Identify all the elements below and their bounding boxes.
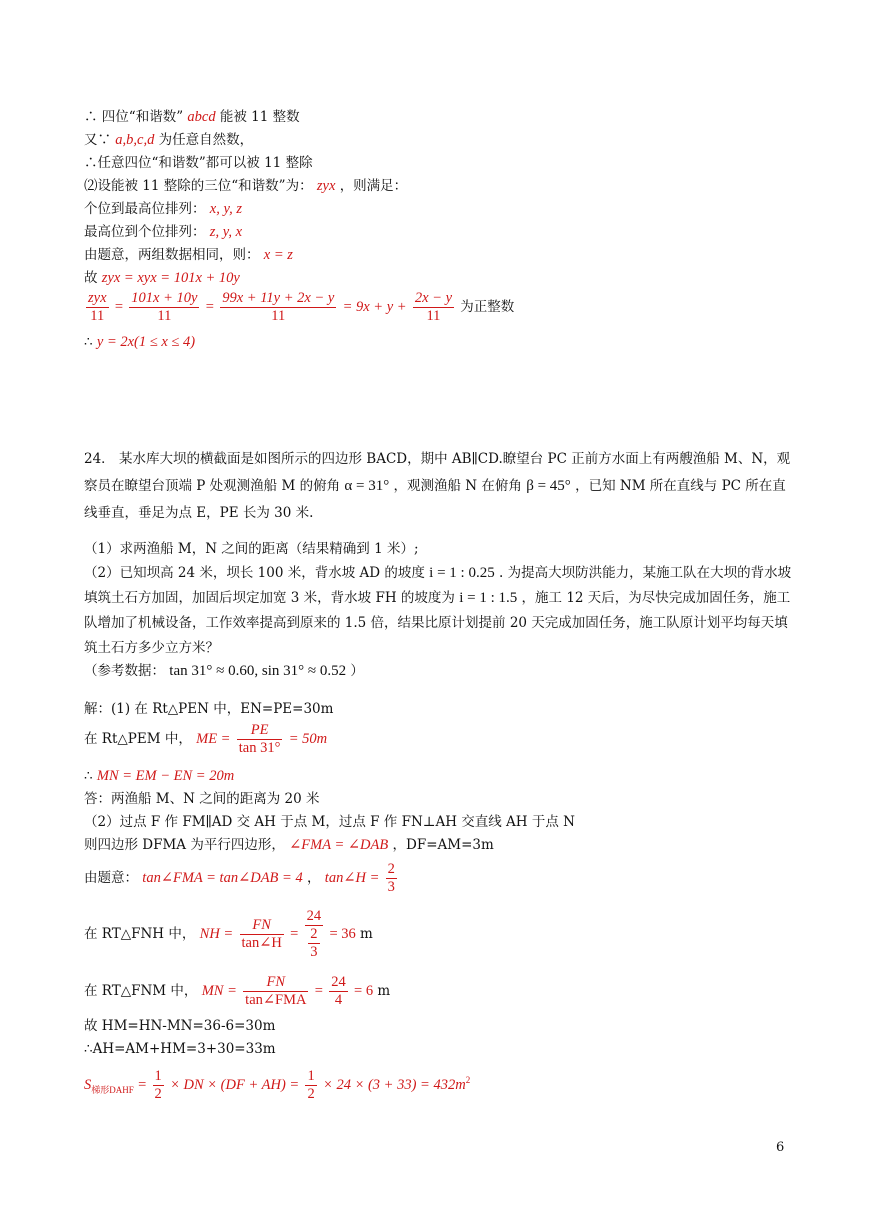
text: ∴AH=AM+HM=3+30=33m [84, 1041, 276, 1057]
text: ∴任意四位“和谐数”都可以被 11 整除 [84, 155, 313, 171]
fraction [308, 926, 319, 961]
numerator: 2x − y [414, 290, 452, 306]
text: 由题意： [84, 870, 138, 886]
denominator: 2 [307, 1085, 315, 1102]
fraction [413, 290, 454, 325]
text: ） [350, 663, 364, 679]
numerator: PE [237, 722, 283, 740]
text: 解：(1) 在 Rt△PEN 中，EN=PE=30m [84, 701, 334, 717]
math-var: x, y, z [209, 201, 243, 217]
text: 又∵ [84, 132, 111, 148]
text: 则四边形 DFMA 为平行四边形， [84, 837, 285, 853]
proof-line-5 [84, 200, 242, 218]
text: ，已知 NM 所在直线与 PC 所在直线垂直，垂足为点 E，PE 长为 30 米. [84, 478, 786, 521]
math-var: a,b,c,d [115, 132, 155, 148]
text: 在 RT△FNM 中， [84, 983, 198, 999]
text: 故 HM=HN-MN=36-6=30m [84, 1018, 276, 1034]
text: ，观测渔船 N 在俯角 [393, 478, 522, 494]
text: 能被 11 整数 [219, 109, 300, 125]
unit: m [377, 983, 391, 999]
fraction [329, 974, 348, 1009]
solution-line-11 [84, 1040, 276, 1058]
math-eq: ME = [196, 731, 231, 747]
text: 个位到最高位排列： [84, 201, 206, 217]
solution-line-3 [84, 767, 234, 785]
denominator: tan∠H [241, 935, 282, 951]
text: 为正整数 [460, 299, 515, 315]
fraction [305, 1068, 316, 1103]
unit: m [360, 926, 373, 942]
solution-line-9 [84, 972, 390, 1010]
denominator: tan∠FMA [245, 992, 307, 1008]
fraction [129, 290, 199, 325]
math-eq: α = 31° [344, 478, 390, 494]
math-eq: = 6 [354, 983, 374, 999]
math-var: zyx [316, 178, 336, 194]
proof-line-10 [84, 333, 195, 351]
proof-line-1 [84, 108, 300, 126]
text: 某水库大坝的横截面是如图所示的四边形 BACD，期中 AB∥CD.瞭望台 PC 正前方水面上有两艘渔船 M、N，观察员在瞭望台顶端 P 处观测渔船 M 的俯角 [84, 451, 791, 494]
text: 在 RT△FNH 中， [84, 926, 196, 942]
numerator: FN [243, 974, 308, 992]
proof-line-3 [84, 154, 313, 172]
text: （2）过点 F 作 FM∥AD 交 AH 于点 M，过点 F 作 FN⊥AH 交直线 AH 于点 N [84, 814, 575, 830]
math-eq: = 9x + y + [342, 299, 407, 315]
math-eq: tan∠FMA = tan∠DAB = 4 [142, 870, 303, 886]
numerator: 1 [307, 1067, 315, 1084]
math-eq: = 36 [329, 926, 356, 942]
subscript: 梯形DAHF [91, 1084, 134, 1095]
math-eq: i = 1 : 0.25 [429, 565, 495, 581]
problem-24-q1 [84, 537, 794, 561]
math-eq-text: × 24 × (3 + 33) = 432m [323, 1076, 466, 1093]
solution-line-10 [84, 1017, 275, 1035]
math-var: abcd [187, 109, 216, 125]
math-var: S [84, 1076, 92, 1093]
numerator: 2 [387, 861, 395, 877]
text: （参考数据： [84, 663, 165, 679]
superscript: 2 [465, 1075, 471, 1085]
math-var: z, y, x [209, 224, 243, 240]
solution-line-5 [84, 813, 575, 831]
fraction [243, 974, 308, 1009]
numerator: 24 [306, 908, 322, 924]
numerator: FN [240, 917, 284, 935]
denominator: tan 31° [238, 740, 281, 756]
denominator: 3 [387, 879, 395, 895]
text: （1）求两渔船 M，N 之间的距离（结果精确到 1 米）; [84, 541, 419, 557]
reference-data [84, 662, 364, 680]
fraction [386, 861, 397, 896]
denominator: 11 [157, 308, 172, 324]
solution-line-7 [84, 858, 399, 898]
proof-line-9: $\frac{\text{zyx}}{11}$ = $\frac{101x + 10y}{11}$ = $\frac{99x + 11y + 2x - y}{11}$ = 9x + y + $\frac{2x - y}{11}$ 为正整数 [88, 290, 515, 324]
fraction [86, 290, 109, 325]
solution-line-12 [84, 1060, 470, 1110]
problem-24-q2 [84, 561, 794, 661]
proof-line-2 [84, 131, 253, 149]
math-eq: tan∠H = [324, 870, 380, 886]
math-eq: zyx = xyx = 101x + 10y [101, 270, 240, 286]
solution-line-8 [84, 902, 373, 966]
math-eq: = 50m [288, 731, 328, 747]
text: ∴ [84, 768, 93, 784]
text: ， [307, 870, 321, 886]
text: 由题意，两组数据相同，则： [84, 247, 260, 263]
denominator: 11 [271, 308, 286, 324]
math-eq: tan 31° ≈ 0.60, sin 31° ≈ 0.52 [169, 663, 347, 679]
compound-fraction [305, 908, 324, 961]
denominator: 3 [310, 944, 318, 960]
numerator: 1 [154, 1067, 162, 1084]
fraction [237, 722, 283, 757]
page-number: 6 [776, 1140, 785, 1155]
text: 在 Rt△PEM 中， [84, 731, 192, 747]
solution-line-1 [84, 700, 333, 718]
proof-line-4 [84, 177, 407, 195]
text: ∴ 四位“和谐数” [84, 109, 184, 125]
math-eq: i = 1 : 1.5 [459, 590, 518, 606]
text: ⑵设能被 11 整除的三位“和谐数”为： [84, 178, 313, 194]
problem-number: 24． [84, 451, 115, 467]
math-eq: = [138, 1076, 147, 1093]
text: （2）已知坝高 24 米，坝长 100 米，背水坡 AD 的坡度 [84, 565, 425, 581]
numerator: 101x + 10y [131, 290, 198, 306]
math-eq: × DN × (DF + AH) = [170, 1076, 300, 1093]
math-eq: NH = [199, 926, 234, 942]
text: . 为提高大坝防洪能力，某施工队在大坝的背水坡填筑土石方加固，加固后坝定加宽 3 米，背水坡 FH 的坡度为 [84, 565, 792, 606]
problem-24-statement [84, 446, 794, 527]
text: ，施工 12 天后，为尽快完成加固任务，施工队增加了机械设备，工作效率提高到原来的 1.5 倍，结果比原计划提前 20 天完成加固任务，施工队原计划平均每天填筑土石方多少立方米？ [84, 590, 791, 656]
math-eq: = [290, 926, 299, 942]
text: 答：两渔船 M、N 之间的距离为 20 米 [84, 791, 320, 807]
solution-line-2 [84, 721, 327, 757]
math-eq: β = 45° [526, 478, 571, 494]
solution-line-6 [84, 836, 494, 854]
denominator: 11 [426, 308, 441, 324]
math-eq [323, 1077, 470, 1093]
proof-line-6 [84, 223, 242, 241]
denominator: 2 [154, 1085, 162, 1102]
text: ，则满足： [339, 178, 408, 194]
denominator: 11 [90, 308, 105, 324]
text: 最高位到个位排列： [84, 224, 206, 240]
math-eq: x = z [263, 247, 293, 263]
numerator: 2 [310, 926, 318, 942]
denominator: 4 [334, 992, 343, 1008]
text: ∴ [84, 334, 93, 350]
proof-line-8 [84, 269, 240, 287]
area-symbol [84, 1077, 134, 1093]
math-eq: y = 2x(1 ≤ x ≤ 4) [96, 334, 196, 350]
text: ，DF=AM=3m [392, 837, 494, 853]
math-eq: = [314, 983, 323, 999]
proof-line-7 [84, 246, 293, 264]
fraction [220, 290, 336, 325]
fraction [153, 1068, 164, 1103]
numerator: 99x + 11y + 2x − y [222, 290, 335, 306]
numerator: zyx [88, 290, 107, 306]
math-eq: ∠FMA = ∠DAB [289, 837, 389, 853]
numerator: 24 [331, 974, 346, 990]
solution-line-4 [84, 790, 319, 808]
text: 为任意自然数， [158, 132, 254, 148]
math-eq: MN = EM − EN = 20m [96, 768, 235, 784]
math-eq: MN = [201, 983, 237, 999]
fraction [240, 917, 284, 952]
text: 故 [84, 270, 98, 286]
